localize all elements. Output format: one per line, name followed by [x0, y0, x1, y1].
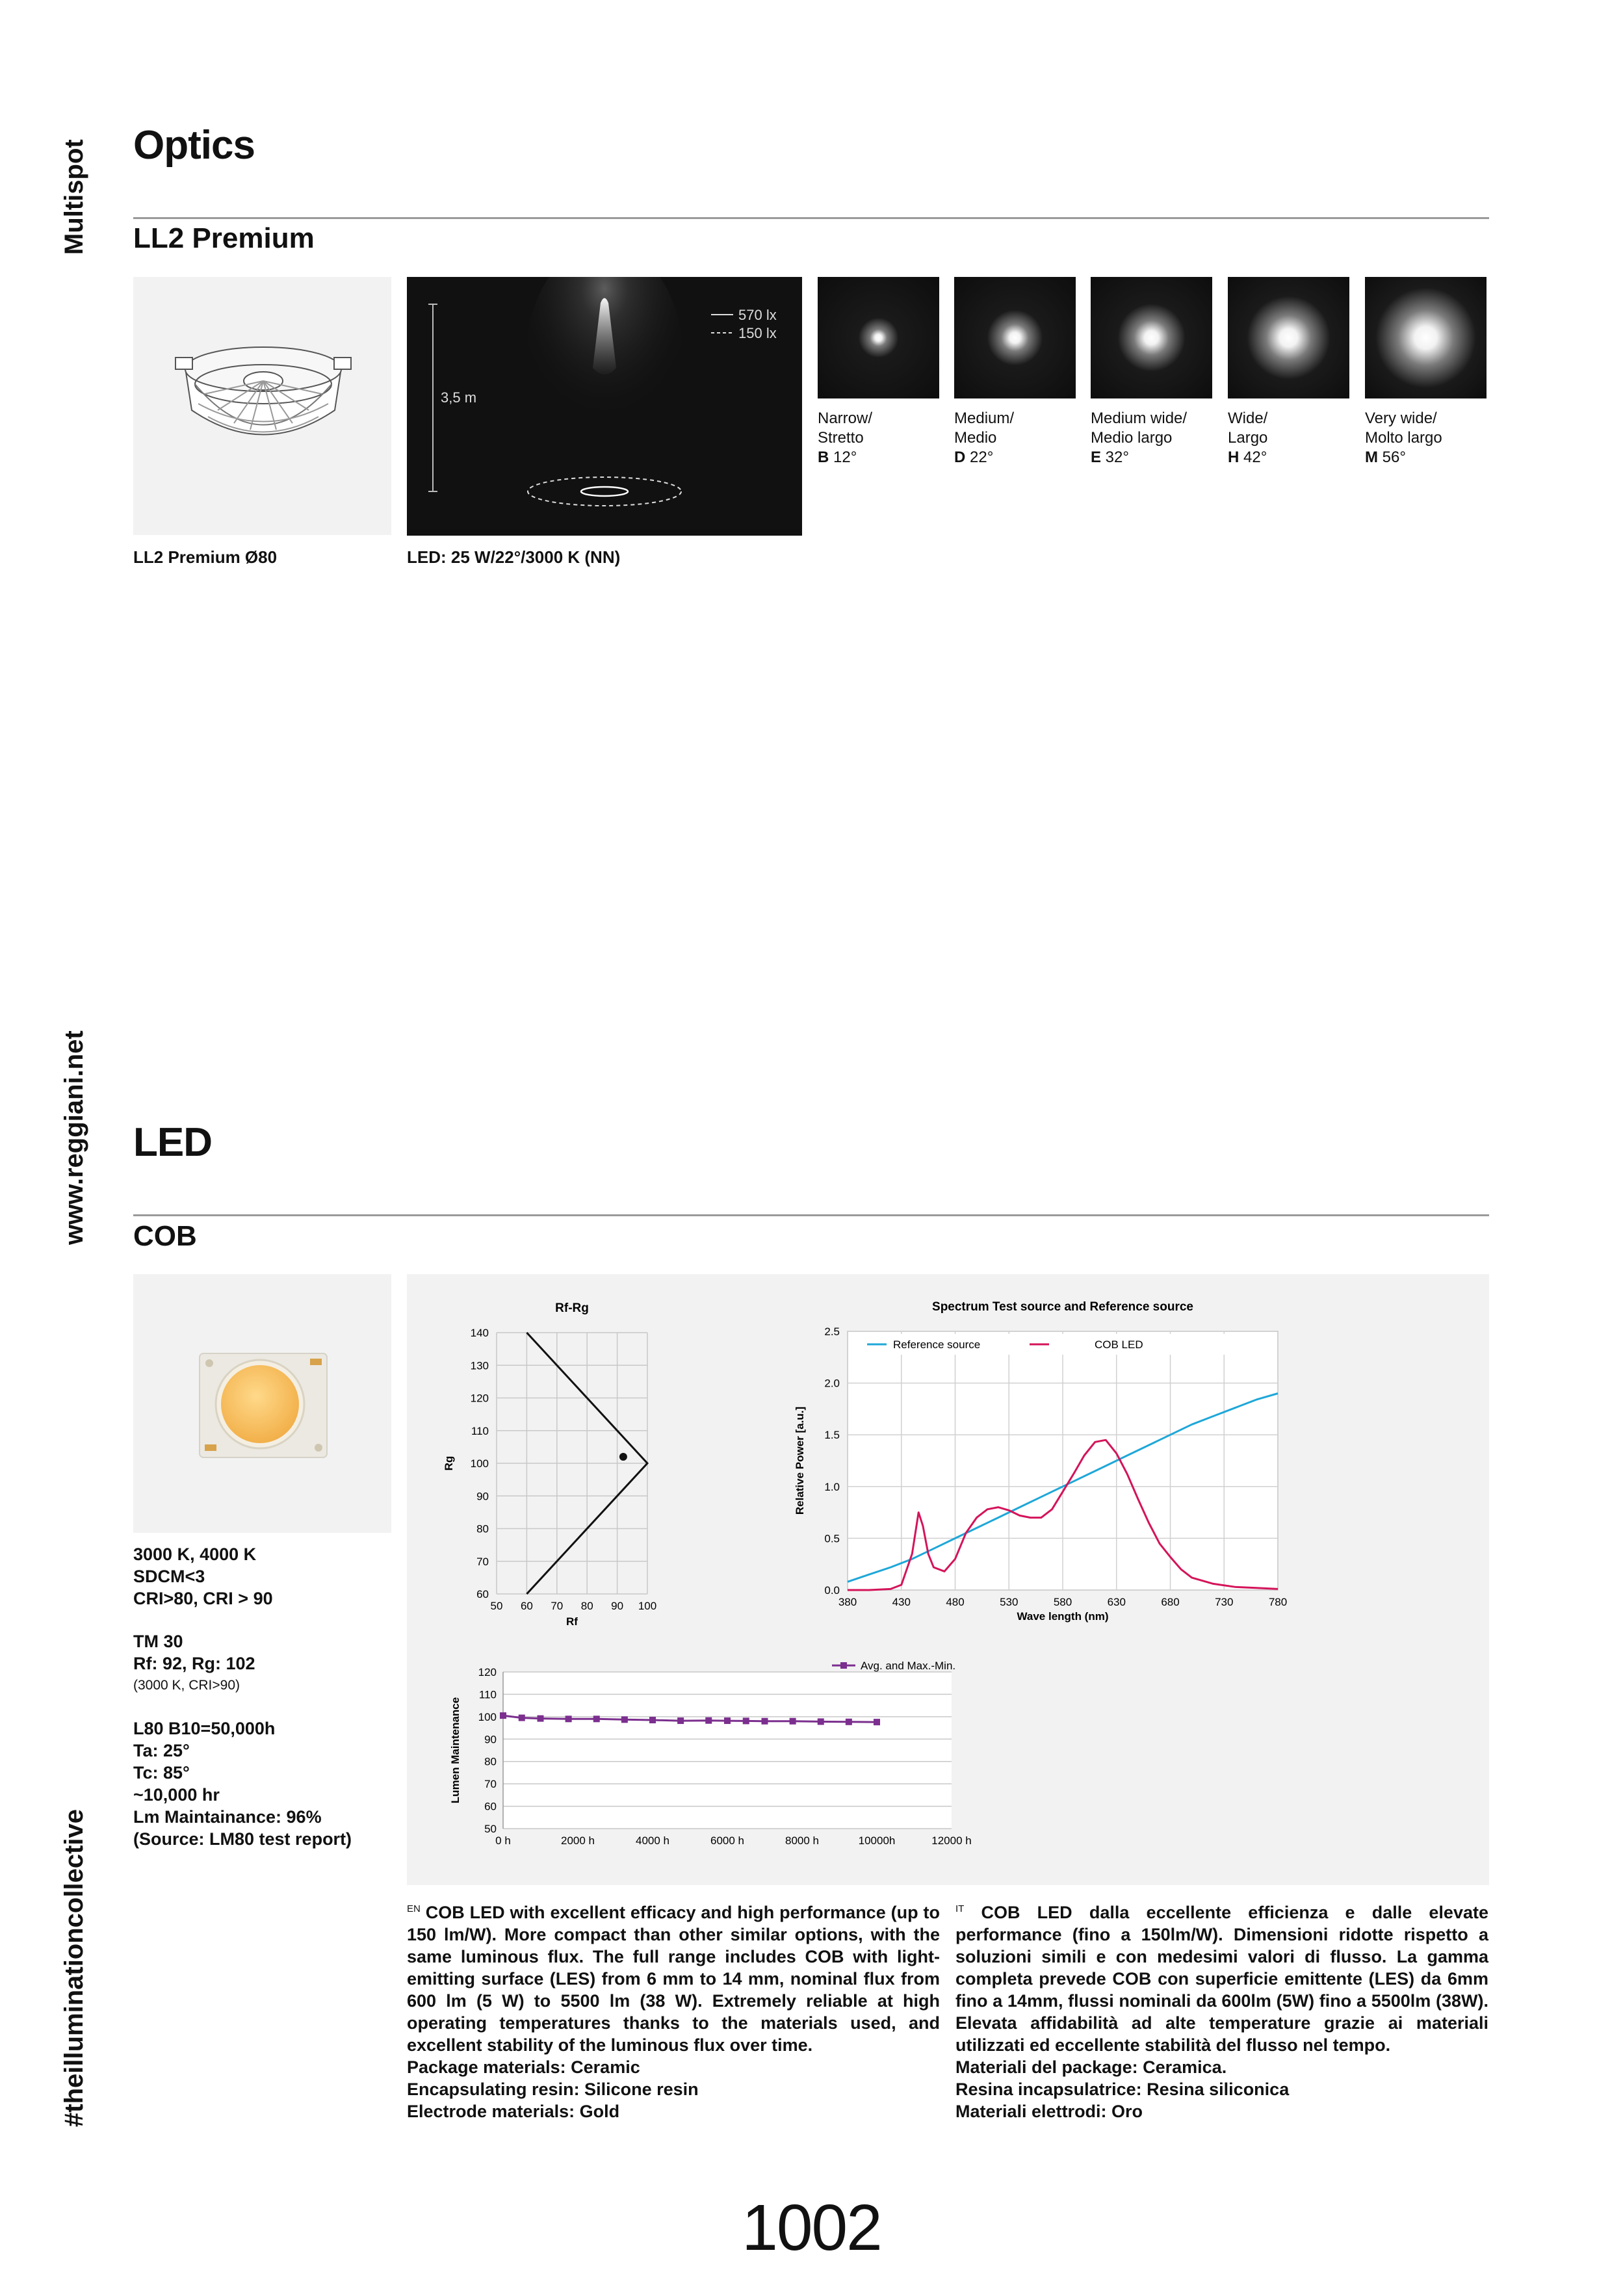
- beam-caption: [1228, 409, 1349, 467]
- product-caption: LL2 Premium Ø80: [133, 547, 278, 567]
- legend-150: 150 lx: [738, 325, 777, 341]
- spectrum-xtick: 730: [1215, 1596, 1234, 1608]
- lumen-data-point: [500, 1712, 506, 1719]
- spectrum-ylabel: Relative Power [a.u.]: [794, 1406, 806, 1515]
- lumen-plot-area: [503, 1672, 952, 1829]
- rfrg-xtick: 60: [520, 1600, 533, 1612]
- beam-name-en: Medium wide/: [1091, 410, 1188, 427]
- cob-chip-drawing: [133, 1274, 391, 1533]
- charts-panel: [407, 1274, 1489, 1885]
- spectrum-xtick: 380: [838, 1596, 857, 1608]
- beam-name-en: Narrow/: [818, 410, 873, 427]
- lumen-xtick: 12000 h: [931, 1834, 972, 1847]
- beam-caption: [1091, 409, 1212, 467]
- spec-tc: Tc: 85°: [133, 1763, 190, 1782]
- spectrum-xtick: 430: [892, 1596, 911, 1608]
- lumen-data-point: [538, 1715, 544, 1722]
- beam-angle: B 12°: [818, 449, 857, 466]
- side-website: www.reggiani.net: [60, 1030, 88, 1245]
- beam-option-h: [1228, 277, 1349, 467]
- lumen-data-point: [677, 1717, 684, 1724]
- lumen-data-point: [874, 1719, 880, 1725]
- lumen-ytick: 120: [478, 1666, 497, 1678]
- beam-thumbnail: [954, 277, 1076, 398]
- side-category: Multispot: [60, 139, 88, 255]
- lumen-data-point: [519, 1715, 525, 1721]
- lumen-data-point: [621, 1716, 628, 1723]
- lumen-xtick: 0 h: [495, 1834, 511, 1847]
- product-image: [133, 277, 391, 535]
- lumen-ytick: 100: [478, 1710, 497, 1723]
- lumen-xtick: 2000 h: [561, 1834, 595, 1847]
- beam-caption: [818, 409, 939, 467]
- lumen-data-point: [743, 1717, 749, 1724]
- legend-570: 570 lx: [738, 307, 777, 323]
- spectrum-xtick: 480: [946, 1596, 965, 1608]
- lumen-data-point: [565, 1715, 572, 1722]
- rfrg-xtick: 70: [551, 1600, 564, 1612]
- lumen-ytick: 110: [478, 1688, 497, 1701]
- lang-tag-en: EN: [407, 1903, 421, 1914]
- lumen-legend-label: Avg. and Max.-Min.: [861, 1660, 956, 1672]
- description-it-body: COB LED dalla eccellente efficienza e dalle elevate performance (fino a 150lm/W). Dimensioni ridotte rispetto a soluzioni simili e con medesimi valori di flusso. La gamma completa prevede COB con superficie emittente (LES) da 6mm fino a 14mm, flussi nominali da 600lm (5W) fino a 5500lm (38W). Elevata affidabilità ad alte temperature grazie ai materiali utilizzati ed eccellente stabilità del flusso nel tempo.: [955, 1903, 1488, 2055]
- charts-svg: [407, 1274, 1489, 1885]
- beam-name-it: Molto largo: [1365, 429, 1442, 447]
- beam-option-m: [1365, 277, 1487, 467]
- spec-source: (Source: LM80 test report): [133, 1829, 352, 1849]
- beam-angle: D 22°: [954, 449, 994, 466]
- spectrum-title: Spectrum Test source and Reference source: [932, 1300, 1193, 1314]
- lang-tag-it: IT: [955, 1903, 965, 1914]
- beam-angle: M 56°: [1365, 449, 1406, 466]
- beam-option-d: [954, 277, 1076, 467]
- spectrum-ytick: 2.0: [824, 1377, 840, 1390]
- lumen-ylabel: Lumen Maintenance: [449, 1697, 461, 1804]
- lumen-data-point: [762, 1718, 768, 1725]
- height-label: 3,5 m: [441, 389, 477, 406]
- rfrg-xlabel: Rf: [566, 1615, 578, 1628]
- material-package-it: Materiali del package: Ceramica.: [955, 2057, 1227, 2077]
- spec-ta: Ta: 25°: [133, 1741, 190, 1760]
- lumen-ytick: 80: [484, 1755, 497, 1768]
- rfrg-ytick: 80: [476, 1522, 489, 1535]
- lumen-legend-marker: [840, 1662, 847, 1669]
- rfrg-xtick: 50: [490, 1600, 503, 1612]
- material-package-en: Package materials: Ceramic: [407, 2057, 640, 2077]
- rfrg-xtick: 100: [638, 1600, 657, 1612]
- beam-thumbnail: [1228, 277, 1349, 398]
- spectrum-ytick: 0.5: [824, 1532, 840, 1545]
- beam-name-it: Stretto: [818, 429, 864, 447]
- photometry-image: [407, 277, 802, 536]
- spectrum-legend-label: Reference source: [893, 1338, 981, 1351]
- spectrum-xtick: 780: [1268, 1596, 1288, 1608]
- spectrum-ytick: 1.0: [824, 1480, 840, 1493]
- optics-subtitle: LL2 Premium: [133, 222, 315, 254]
- lumen-data-point: [818, 1718, 824, 1725]
- led-specs: [133, 1543, 393, 1850]
- spectrum-xlabel: Wave length (nm): [1017, 1610, 1109, 1623]
- spectrum-legend-label: COB LED: [1095, 1338, 1143, 1351]
- rfrg-ytick: 140: [470, 1327, 489, 1339]
- beam-name-it: Largo: [1228, 429, 1268, 447]
- lumen-data-point: [846, 1719, 852, 1725]
- beam-thumbnail: [1091, 277, 1212, 398]
- spectrum-xtick: 580: [1053, 1596, 1072, 1608]
- spec-hours: ~10,000 hr: [133, 1785, 220, 1805]
- spec-lm: Lm Maintainance: 96%: [133, 1807, 322, 1827]
- lumen-ytick: 60: [484, 1800, 497, 1813]
- spectrum-ytick: 0.0: [824, 1584, 840, 1597]
- beam-name-en: Medium/: [954, 410, 1015, 427]
- material-electrode-it: Materiali elettrodi: Oro: [955, 2102, 1143, 2121]
- lumen-data-point: [593, 1715, 600, 1722]
- lumen-data-point: [790, 1718, 796, 1725]
- material-resin-it: Resina incapsulatrice: Resina siliconica: [955, 2080, 1290, 2099]
- rfrg-ytick: 130: [470, 1359, 489, 1372]
- rfrg-xtick: 90: [611, 1600, 624, 1612]
- rfrg-xtick: 80: [580, 1600, 593, 1612]
- rfrg-ytick: 110: [471, 1424, 489, 1437]
- beam-option-b: [818, 277, 939, 467]
- cob-image: [133, 1274, 391, 1533]
- beam-caption: [954, 409, 1076, 467]
- rfrg-data-point: [619, 1453, 627, 1461]
- spectrum-xtick: 530: [1000, 1596, 1019, 1608]
- spectrum-ytick: 2.5: [824, 1325, 840, 1338]
- beam-thumbnail: [818, 277, 939, 398]
- reflector-drawing: [133, 277, 391, 535]
- optics-divider: [133, 217, 1489, 219]
- side-hashtag: #theilluminationcollective: [60, 1808, 88, 2127]
- beam-angle: E 32°: [1091, 449, 1129, 466]
- rfrg-ytick: 70: [476, 1555, 489, 1568]
- description-en-body: COB LED with excellent efficacy and high performance (up to 150 lm/W). More compact than other similar options, with the same luminous flux. The full range includes COB with light-emitting surface (LES) from 6 mm to 14 mm, nominal flux from 600 lm (5 W) to 5500 lm (38 W). Extremely reliable at high operating temperatures thanks to the materials used, and excellent stability of the luminous flux over time.: [407, 1903, 940, 2055]
- spec-tm-title: TM 30: [133, 1632, 183, 1651]
- lumen-xtick: 4000 h: [636, 1834, 669, 1847]
- lumen-xtick: 8000 h: [785, 1834, 819, 1847]
- description-it: [955, 1898, 1488, 2122]
- lumen-ytick: 90: [484, 1733, 497, 1746]
- beam-name-en: Wide/: [1228, 410, 1268, 427]
- lumen-data-point: [724, 1717, 731, 1724]
- spec-tm-note: (3000 K, CRI>90): [133, 1678, 240, 1693]
- spectrum-xtick: 680: [1161, 1596, 1180, 1608]
- lumen-ytick: 70: [484, 1778, 497, 1791]
- rfrg-ylabel: Rg: [443, 1455, 455, 1471]
- beam-caption: [1365, 409, 1487, 467]
- rfrg-ytick: 60: [476, 1588, 489, 1600]
- spec-cct: 3000 K, 4000 K: [133, 1545, 257, 1564]
- spec-tm-values: Rf: 92, Rg: 102: [133, 1654, 255, 1673]
- rfrg-title: Rf-Rg: [555, 1301, 589, 1315]
- light-beam-render: [407, 277, 802, 536]
- beam-name-it: Medio: [954, 429, 997, 447]
- beam-option-e: [1091, 277, 1212, 467]
- spec-sdcm: SDCM<3: [133, 1567, 205, 1586]
- beam-name-it: Medio largo: [1091, 429, 1173, 447]
- page-number: 1002: [742, 2191, 881, 2264]
- material-resin-en: Encapsulating resin: Silicone resin: [407, 2080, 699, 2099]
- beam-angle: H 42°: [1228, 449, 1267, 466]
- lumen-xtick: 6000 h: [710, 1834, 744, 1847]
- photometry-caption: LED: 25 W/22°/3000 K (NN): [407, 547, 621, 567]
- led-divider: [133, 1214, 1489, 1216]
- spec-cri: CRI>80, CRI > 90: [133, 1589, 273, 1608]
- lumen-ytick: 50: [484, 1823, 497, 1835]
- rfrg-ytick: 120: [470, 1392, 489, 1405]
- led-subtitle: COB: [133, 1220, 197, 1252]
- beam-name-en: Very wide/: [1365, 410, 1437, 427]
- rfrg-ytick: 90: [476, 1490, 489, 1503]
- spectrum-xtick: 630: [1107, 1596, 1126, 1608]
- beam-thumbnail: [1365, 277, 1487, 398]
- rfrg-ytick: 100: [470, 1457, 489, 1470]
- spectrum-ytick: 1.5: [824, 1429, 840, 1442]
- optics-title: Optics: [133, 123, 255, 168]
- lumen-xtick: 10000h: [858, 1834, 896, 1847]
- lumen-data-point: [649, 1717, 656, 1723]
- spec-l80: L80 B10=50,000h: [133, 1719, 276, 1738]
- lumen-data-point: [705, 1717, 712, 1724]
- led-title: LED: [133, 1120, 212, 1165]
- description-en: [407, 1898, 940, 2122]
- material-electrode-en: Electrode materials: Gold: [407, 2102, 620, 2121]
